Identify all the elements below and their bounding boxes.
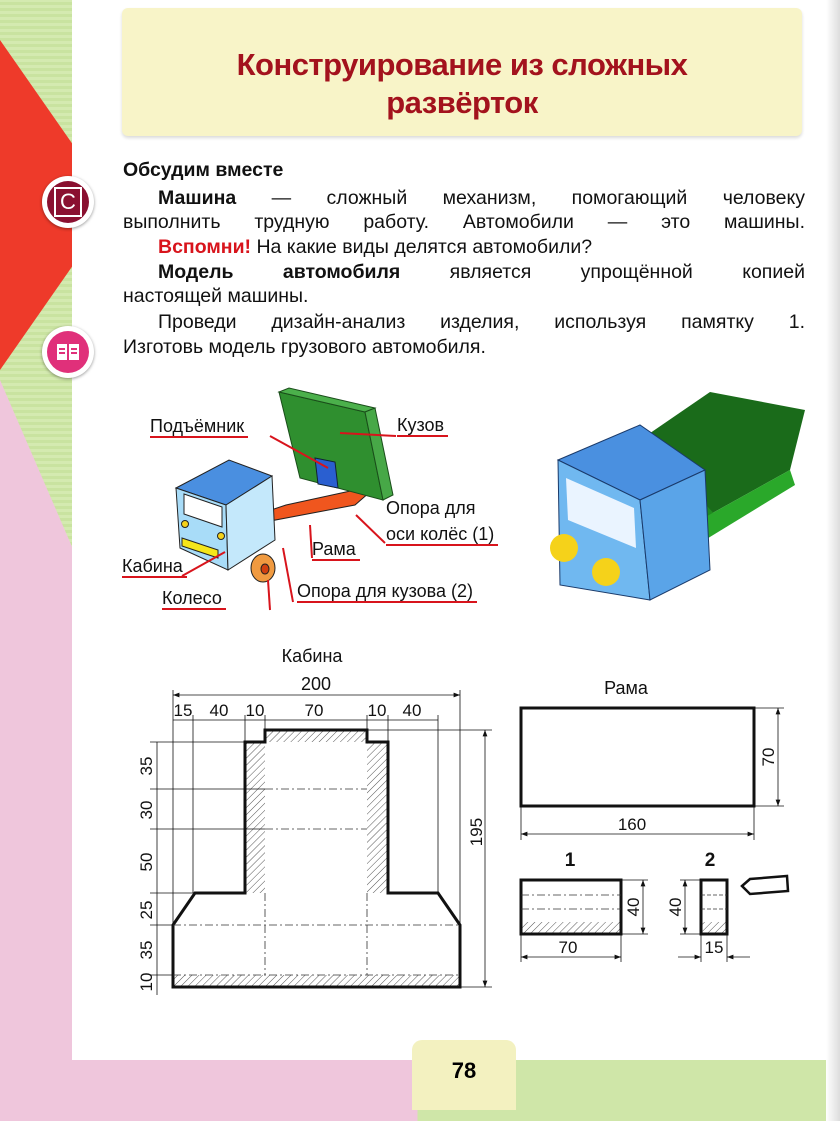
p3-text: является упрощённой копией: [400, 261, 805, 283]
part-1-width: 70: [558, 938, 578, 957]
cabin-width-dim: 40: [402, 701, 422, 720]
label-axle-support-line2: оси колёс (1): [386, 524, 498, 546]
cabin-height-dim: 50: [137, 852, 156, 872]
cabin-total-width: 200: [300, 674, 332, 694]
cabin-height-dim: 30: [137, 800, 156, 820]
frame-width: 160: [617, 815, 647, 834]
paragraph-4-line-2: Изготовь модель грузового автомобиля.: [123, 336, 486, 358]
label-lift: Подъёмник: [150, 416, 248, 438]
paragraph-4: Проведи дизайн-анализ изделия, используя памятку 1.: [158, 311, 805, 333]
pencil-icon: [742, 876, 788, 894]
part-2-drawing: [666, 850, 788, 962]
section-heading: Обсудим вместе: [123, 159, 284, 181]
term-model: Модель автомобиля: [158, 261, 401, 283]
label-frame: Рама: [312, 539, 360, 561]
paragraph-1-line-2: выполнить трудную работу. Автомобили — это машины.: [123, 211, 805, 233]
part-1-title: 1: [564, 850, 576, 871]
cabin-height-dim: 25: [137, 900, 156, 920]
part-1-height: 40: [624, 897, 643, 917]
cabin-height-dim: 35: [137, 940, 156, 960]
frame-drawing: [521, 678, 784, 840]
term-machine: Машина: [158, 187, 237, 209]
p1-text: — сложный механизм, помогающий человеку: [236, 187, 805, 209]
cabin-width-dim: 40: [209, 701, 229, 720]
cabin-height-dim: 35: [137, 756, 156, 776]
cabin-drawing: [137, 646, 492, 995]
label-wheel: Колесо: [162, 588, 226, 610]
p2-text: На какие виды делятся автомобили?: [251, 236, 593, 258]
cabin-width-dim: 15: [173, 701, 193, 720]
label-cabin: Кабина: [122, 556, 187, 578]
part-2-width: 15: [704, 938, 724, 957]
title-line-1: Конструирование из сложных: [236, 47, 688, 82]
cabin-width-dim: 10: [245, 701, 265, 720]
label-body-support: Опора для кузова (2): [297, 581, 477, 603]
title-line-2: развёрток: [386, 85, 538, 120]
label-axle-support-line1: Опора для: [386, 498, 476, 518]
cabin-width-dim: 70: [304, 701, 324, 720]
cabin-width-dim: 10: [367, 701, 387, 720]
page-number: 78: [451, 1058, 477, 1083]
cabin-total-height: 195: [467, 817, 486, 847]
label-kuzov: Кузов: [397, 415, 448, 437]
page-number-tab: [412, 1040, 516, 1110]
frame-drawing-title: Рама: [604, 678, 648, 698]
part-2-title: 2: [704, 850, 716, 871]
part-2-height: 40: [666, 897, 685, 917]
part-1-drawing: [521, 850, 648, 962]
cabin-drawing-title: Кабина: [281, 646, 343, 666]
badge-letter: C: [54, 187, 82, 217]
remember-label: Вспомни!: [158, 236, 252, 258]
paragraph-3-line-2: настоящей машины.: [123, 285, 309, 307]
cabin-height-dim: 10: [137, 972, 156, 992]
frame-height: 70: [759, 747, 778, 767]
